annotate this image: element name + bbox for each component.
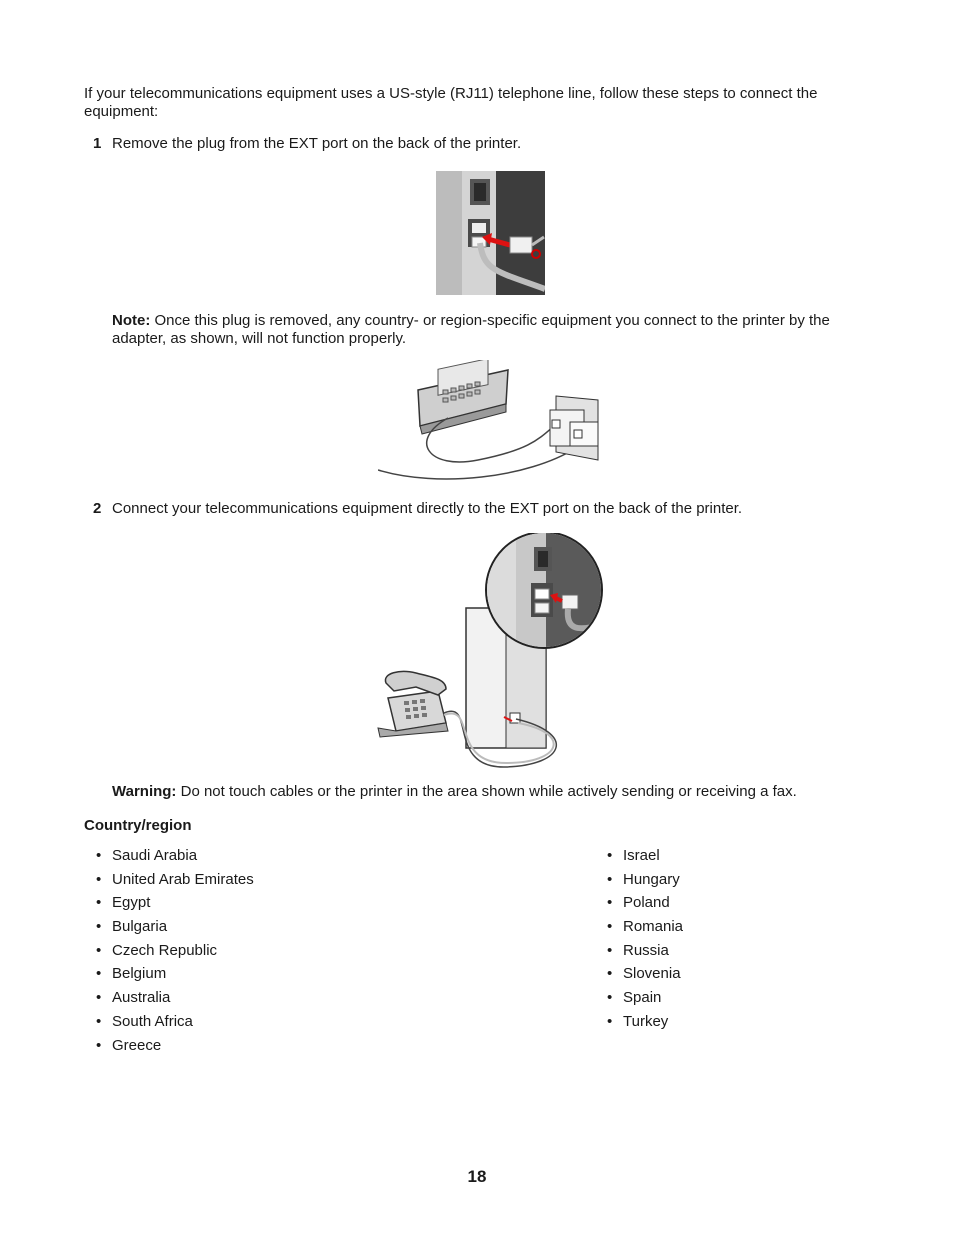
- bullet: •: [96, 1012, 102, 1030]
- list-item: • Greece: [96, 1036, 162, 1054]
- list-item: • Romania: [607, 918, 684, 936]
- list-item: • Russia: [607, 941, 669, 959]
- note-text: Once this plug is removed, any country- or region-specific equipment you connect to the printer by the adapter, as shown, will not function properly.: [112, 312, 830, 347]
- bullet: •: [607, 1012, 613, 1030]
- country-region-heading: Country/region: [84, 817, 192, 834]
- country-list-left: [84, 847, 484, 1060]
- intro-paragraph: If your telecommunications equipment uses a US-style (RJ11) telephone line, follow these steps to connect the equipment:: [84, 85, 818, 120]
- list-item: • Bulgaria: [96, 918, 168, 936]
- step-2-number: 2: [93, 500, 102, 517]
- bullet: •: [96, 918, 102, 936]
- bullet: •: [607, 941, 613, 959]
- step-1-number: 1: [93, 135, 102, 152]
- list-item: • Slovenia: [607, 965, 681, 983]
- list-item: • South Africa: [96, 1012, 193, 1030]
- bullet: •: [607, 870, 613, 888]
- step-1-text: Remove the plug from the EXT port on the back of the printer.: [112, 135, 522, 152]
- bullet: •: [607, 847, 613, 864]
- list-item: • Belgium: [96, 965, 167, 983]
- bullet: •: [96, 1036, 102, 1054]
- page-number: 18: [467, 1167, 487, 1186]
- list-item: • Spain: [607, 989, 662, 1007]
- bullet: •: [96, 847, 102, 864]
- list-item: • United Arab Emirates: [96, 870, 254, 888]
- bullet: •: [96, 941, 102, 959]
- note-paragraph: [112, 312, 872, 348]
- bullet: •: [96, 989, 102, 1007]
- list-item: • Hungary: [607, 870, 680, 888]
- list-item: • Saudi Arabia: [96, 847, 198, 864]
- list-item: • Poland: [607, 894, 670, 912]
- list-item: • Australia: [96, 989, 171, 1007]
- adapter-equipment-illustration: [378, 360, 606, 482]
- bullet: •: [607, 965, 613, 983]
- bullet: •: [96, 870, 102, 888]
- bullet: •: [607, 989, 613, 1007]
- bullet: •: [607, 918, 613, 936]
- warning-text: Do not touch cables or the printer in the area shown while actively sending or receiving a fax.: [176, 783, 797, 800]
- warning-paragraph: [112, 783, 872, 801]
- list-item: • Egypt: [96, 894, 151, 912]
- list-item: • Turkey: [607, 1012, 669, 1030]
- country-list-right: [595, 847, 895, 1037]
- phone-to-printer-illustration: [376, 533, 606, 771]
- list-item: • Israel: [607, 847, 660, 864]
- bullet: •: [96, 894, 102, 912]
- bullet: •: [607, 894, 613, 912]
- warning-label: Warning:: [112, 783, 177, 800]
- note-label: Note:: [112, 312, 151, 329]
- bullet: •: [96, 965, 102, 983]
- printer-ext-port-illustration: [436, 171, 545, 295]
- step-2-text: Connect your telecommunications equipment directly to the EXT port on the back of the printer.: [112, 500, 743, 517]
- list-item: • Czech Republic: [96, 941, 218, 959]
